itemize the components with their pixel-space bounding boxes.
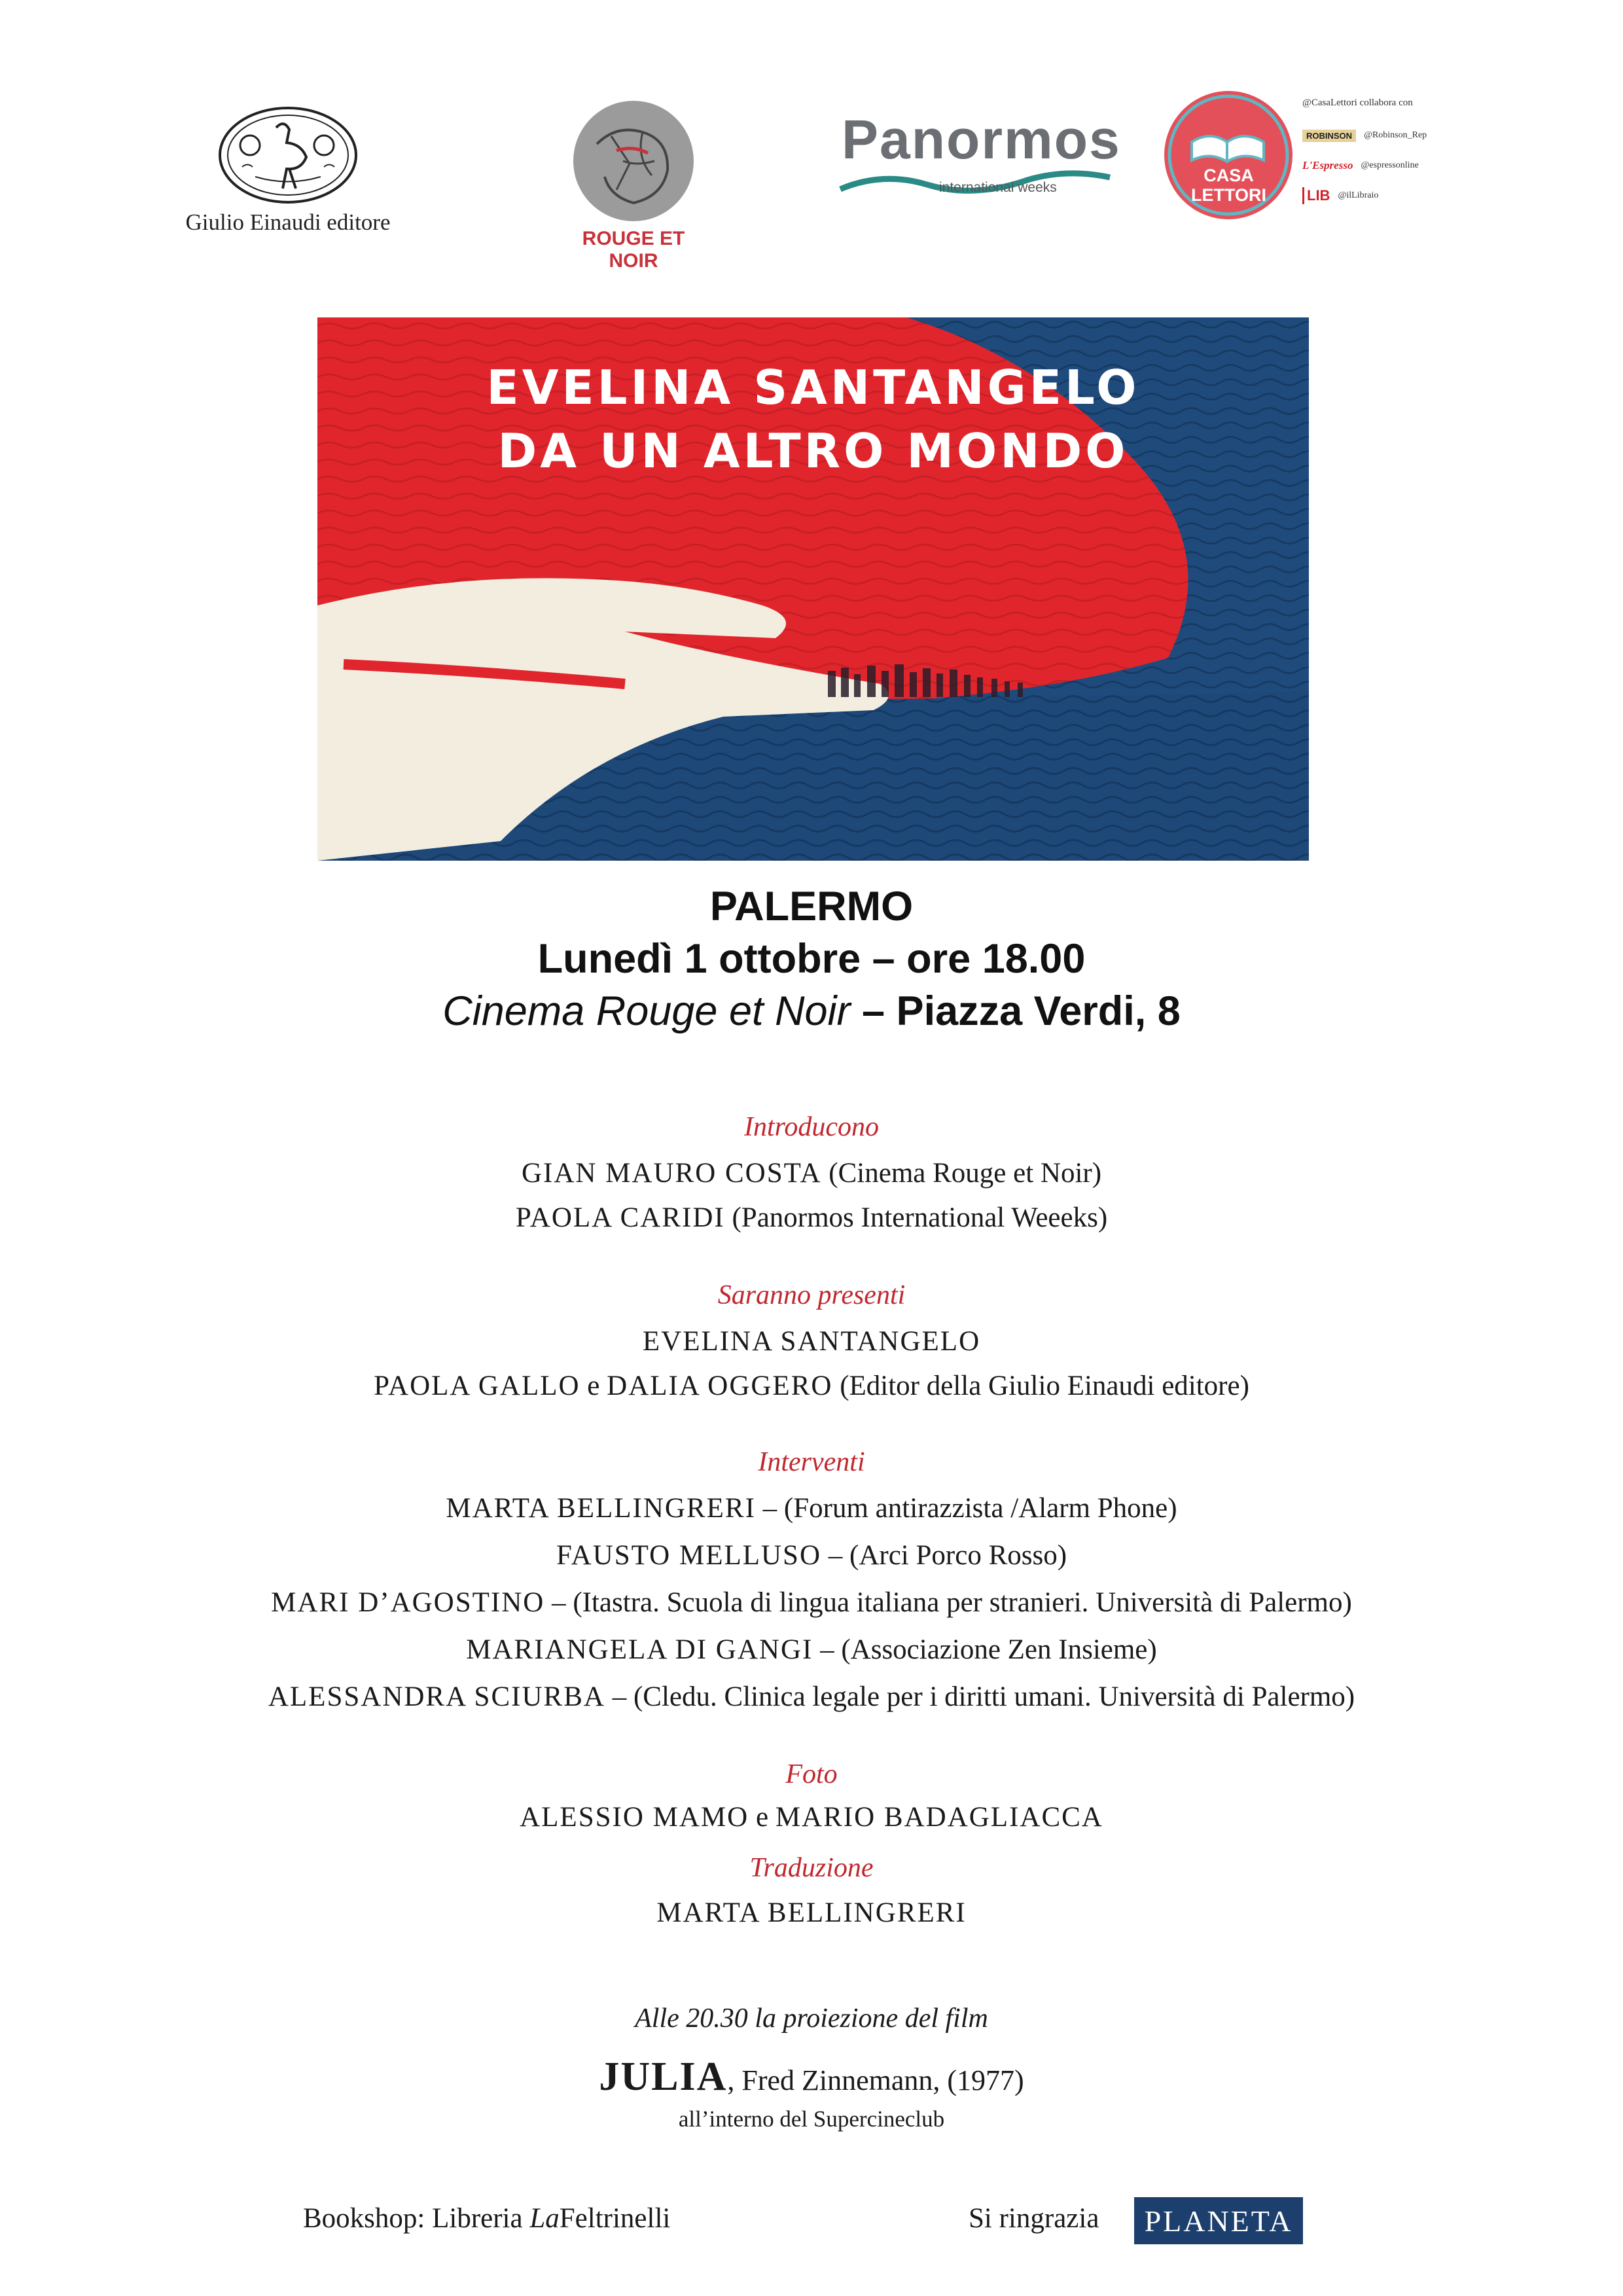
speaker-line (0, 1681, 1623, 1713)
speaker-name: MARTA BELLINGRERI (446, 1493, 756, 1524)
guest-name: DALIA OGGERO (607, 1371, 833, 1401)
speaker-line (0, 1492, 1623, 1524)
einaudi-logo (164, 105, 412, 242)
libraio-logo: LIB (1302, 187, 1330, 204)
event-venue (0, 985, 1623, 1037)
speaker-line (0, 1539, 1623, 1571)
partner-handle: @Robinson_Rep (1364, 130, 1427, 140)
einaudi-logo-text: Giulio Einaudi editore (185, 209, 391, 235)
partner-robinson (1302, 122, 1427, 149)
casa-lettori-logo (1162, 88, 1469, 245)
panormos-logo-subtitle: international weeks (939, 180, 1057, 195)
section-label-introducono: Introducono (743, 1112, 880, 1142)
thanks-text: Si ringrazia (969, 2203, 1099, 2234)
film-line (0, 2054, 1623, 2100)
panormos-logo-text: Panormos (842, 109, 1121, 170)
speaker-affiliation: – (Forum antirazzista /Alarm Phone) (755, 1493, 1177, 1524)
venue-address: – Piazza Verdi, 8 (850, 988, 1181, 1034)
espresso-logo: L'Espresso (1302, 159, 1353, 171)
partner-libraio (1302, 183, 1378, 209)
speaker-name: PAOLA CARIDI (515, 1202, 725, 1233)
section-label-traduzione: Traduzione (749, 1853, 874, 1883)
event-city: PALERMO (709, 884, 914, 929)
speaker-affiliation: (Panormos International Weeeks) (724, 1202, 1108, 1233)
einaudi-ostrich-seal-icon (216, 105, 360, 206)
bookshop-credit (303, 2202, 670, 2234)
conjunction: e (749, 1802, 776, 1833)
translator-name: MARTA BELLINGRERI (656, 1897, 967, 1928)
guest-name: EVELINA SANTANGELO (642, 1326, 981, 1357)
guest-line (0, 1370, 1623, 1402)
film-context: all’interno del Supercineclub (678, 2106, 945, 2132)
section-label-interventi: Interventi (758, 1447, 865, 1477)
bookshop-la: La (529, 2203, 560, 2234)
partner-espresso (1302, 152, 1419, 179)
translator-line (0, 1897, 1623, 1929)
speaker-name: MARI D’AGOSTINO (271, 1587, 545, 1618)
photographers-line (0, 1801, 1623, 1833)
casa-lettori-badge-line1: CASA (1204, 166, 1254, 185)
speaker-affiliation: – (Associazione Zen Insieme) (813, 1634, 1157, 1665)
event-datetime: Lunedì 1 ottobre – ore 18.00 (537, 936, 1086, 982)
screening-intro: Alle 20.30 la proiezione del film (635, 2003, 988, 2034)
speaker-line (0, 1157, 1623, 1189)
speaker-line (0, 1587, 1623, 1619)
guest-affiliation: (Editor della Giulio Einaudi editore) (832, 1371, 1249, 1401)
bookshop-prefix: Bookshop: Libreria (303, 2203, 530, 2234)
venue-name: Cinema Rouge et Noir (442, 988, 851, 1034)
speaker-line (0, 1202, 1623, 1234)
section-label-presenti: Saranno presenti (717, 1280, 906, 1310)
rouge-et-noir-logo (562, 98, 705, 272)
robinson-logo: ROBINSON (1302, 130, 1356, 142)
cover-author: EVELINA SANTANGELO (486, 360, 1140, 415)
planeta-sponsor-logo: PLANETA (1134, 2197, 1303, 2244)
speaker-name: ALESSANDRA SCIURBA (268, 1681, 605, 1712)
speaker-affiliation: (Cinema Rouge et Noir) (821, 1158, 1102, 1189)
casa-lettori-badge-line2: LETTORI (1190, 185, 1266, 205)
film-title: JULIA (599, 2054, 728, 2099)
photographer-name: MARIO BADAGLIACCA (775, 1802, 1103, 1833)
bookshop-name: Feltrinelli (559, 2203, 671, 2234)
partner-handle: @ilLibraio (1338, 190, 1379, 200)
photographer-name: ALESSIO MAMO (520, 1802, 749, 1833)
rouge-et-noir-emblem-icon (571, 98, 696, 224)
section-label-foto: Foto (785, 1759, 838, 1789)
film-details: , Fred Zinnemann, (1977) (727, 2064, 1024, 2096)
speaker-name: FAUSTO MELLUSO (556, 1540, 822, 1571)
speaker-affiliation: – (Cledu. Clinica legale per i diritti umani. Università di Palermo) (605, 1681, 1355, 1712)
rouge-et-noir-logo-text: ROUGE ET NOIR (582, 228, 685, 272)
casa-lettori-collab-text: @CasaLettori collabora con (1302, 98, 1413, 108)
cover-book-title: DA UN ALTRO MONDO (497, 423, 1129, 478)
speaker-name: GIAN MAURO COSTA (521, 1158, 822, 1189)
conjunction: e (580, 1371, 607, 1401)
panormos-logo (838, 108, 1121, 213)
book-cover-image (317, 317, 1309, 861)
speaker-line (0, 1634, 1623, 1666)
guest-line (0, 1325, 1623, 1357)
speaker-affiliation: – (Itastra. Scuola di lingua italiana per stranieri. Università di Palermo) (544, 1587, 1352, 1618)
guest-name: PAOLA GALLO (374, 1371, 580, 1401)
partner-handle: @espressonline (1361, 160, 1419, 170)
speaker-name: MARIANGELA DI GANGI (466, 1634, 813, 1665)
speaker-affiliation: – (Arci Porco Rosso) (821, 1540, 1067, 1571)
